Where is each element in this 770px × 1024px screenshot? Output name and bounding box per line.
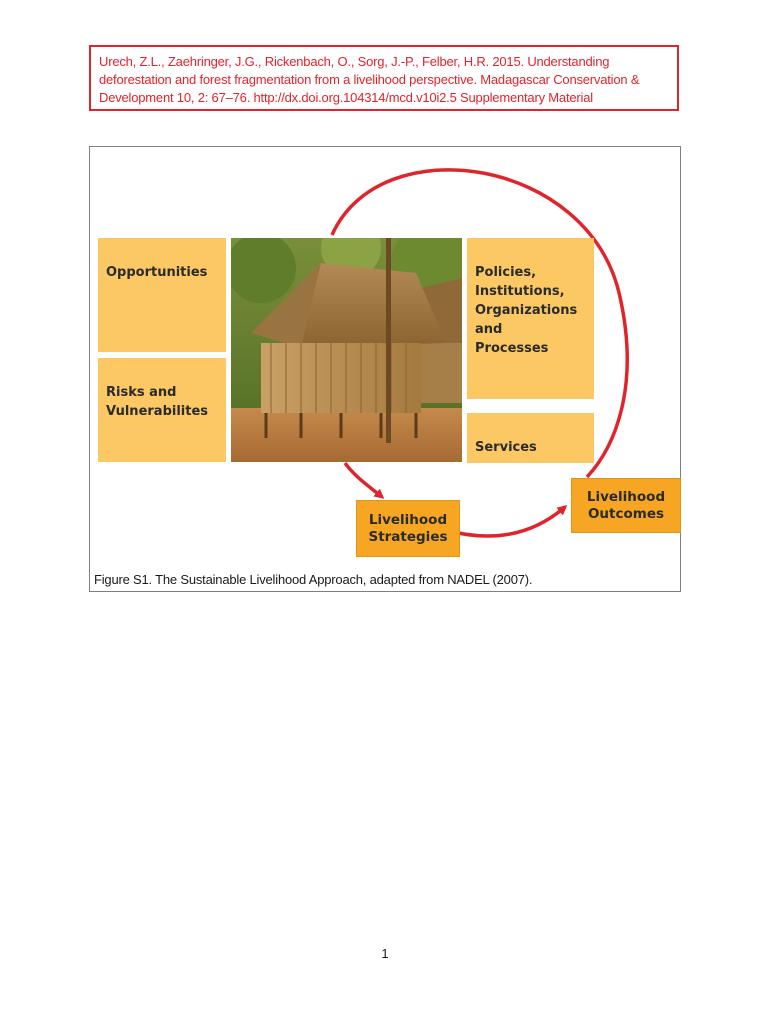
citation-text: Urech, Z.L., Zaehringer, J.G., Rickenbach, O., Sorg, J.-P., Felber, H.R. 2015. Understanding deforestation and forest fragmentation from a livelihood perspective. Madagascar Conservation & Development 10, 2: 67–76. http://dx.doi.org.104314/mcd.v10i2.5 Supplementary Material (99, 54, 640, 105)
figure-frame (89, 146, 681, 592)
arc-to-strategies (345, 463, 382, 497)
opportunities-box (98, 238, 226, 352)
livelihood-outcomes-box (571, 478, 681, 533)
policies-label: Policies, Institutions, Organizations and Processes (475, 265, 578, 356)
figure-caption: Figure S1. The Sustainable Livelihood Approach, adapted from NADEL (2007). (94, 572, 533, 587)
opportunities-label: Opportunities (106, 265, 208, 280)
livelihood-strategies-box (356, 500, 460, 557)
livelihood-outcomes-label: Livelihood Outcomes (586, 488, 666, 522)
services-label: Services (475, 440, 537, 455)
risks-box (98, 358, 226, 462)
citation-box (89, 45, 679, 111)
policies-box (467, 238, 594, 399)
hut-photo (231, 238, 462, 462)
services-box (467, 413, 594, 463)
risks-label: Risks and Vulnerabilites (106, 385, 209, 419)
arc-to-outcomes (445, 507, 565, 536)
page-number: 1 (381, 946, 389, 961)
livelihood-strategies-label: Livelihood Strategies (368, 511, 448, 545)
